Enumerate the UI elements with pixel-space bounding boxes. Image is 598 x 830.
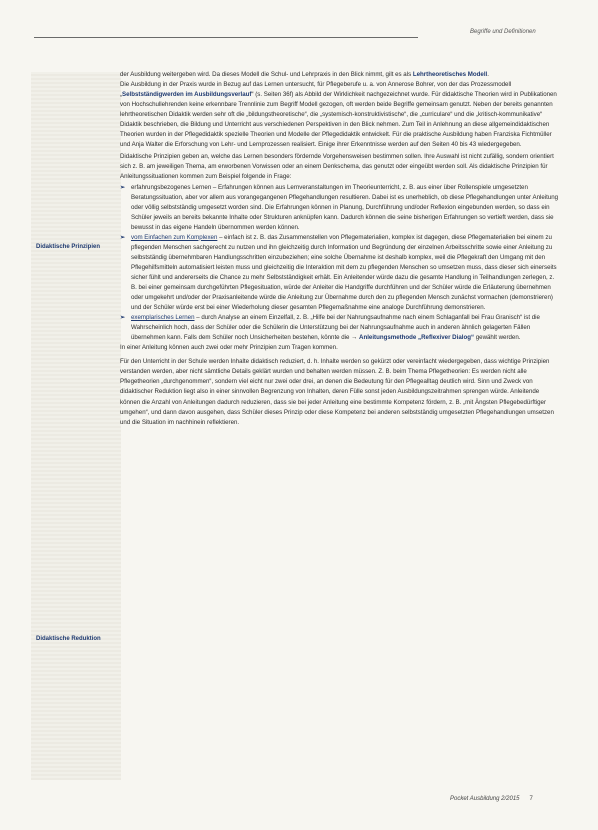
arrow-icon: ➢ [120,314,126,322]
prinzipien-list [120,183,560,344]
prinzipien-closing: In einer Anleitung können auch zwei oder mehr Prinzipien zum Tragen kommen. [120,344,338,352]
list-item: ➢ vom Einfachen zum Komplexen – einfach ist z. B. das Zusammenstellen von Pflegematerialien, komplex ist dagegen, diese Pflegematerialien bei einem zu pflegenden Menschen sachgerecht zu nutzen und ihn gleichzeitig durch Information und Begründung der einzelnen Arbeitsschritte sowie einer Anleitung zu selbstständig übernehmbaren Handlungsschritten einzubeziehen; eine solche Übernahme ist deshalb komplex, weil die Pflegekraft den Umgang mit den Pflegehilfsmitteln automatisiert leisten muss und gleichzeitig die Interaktion mit dem zu pflegenden Menschen so umsetzen muss, dass dieser sich einerseits sicher fühlt und andererseits die Chance zu mehr Selbstständigkeit erhält. Ein Anleitender würde dazu die gesamte Handlung in Teilhandlungen zerlegen, z. B. bei einer gemeinsam durchgeführten Pflegesituation, würde der Anleiter die Handgriffe durchführen und der Schüler würde die Erläuterung übernehmen oder umgekehrt und/oder der Praxisanleitende würde die Anleitung zur Übernahme durch den zu pflegenden Mensch zunächst vormachen (demonstrieren) und der Schüler würde erst bei einer Wiederholung dieser gesamten Pflegemaßnahme eine analoge Durchführung demonstrieren. [120,233,557,312]
list-item: ➢ erfahrungsbezogenes Lernen – Erfahrungen können aus Lernveranstaltungen im Theorieunterricht, z. B. aus einer über Rollenspiele umgesetzten Beratungssituation, aber vor allem aus vorangegangenen Pflegehandlungen resultieren. Dabei ist es unerheblich, ob diese Pflegehandlungen unter Anleitung oder völlig selbstständig umgesetzt worden sind. Die Erfahrungen können in Planung, Durchführung und/oder Reflexion eingebunden werden, so dass ein Schüler jeweils an bereits bekannte Inhalte oder Strukturen anknüpfen kann. Dadurch können die seine bisherigen Erfahrungen so vertieft werden, dass sie bewusst in das eigene Handeln übernommen werden können. [120,183,559,231]
term-reflexiver-dialog: Anleitungsmethode „Reflexiver Dialog“ [359,334,475,342]
side-label-didaktische-reduktion: Didaktische Reduktion [36,636,101,642]
intro-paragraph-1: der Ausbildung weitergeben wird. Da dieses Modell die Schul- und Lehrpraxis in den Blick nimmt, gilt es als Lehrtheoretisches Modell. [120,71,489,78]
page-number: 7 [529,796,533,802]
term-lehrtheoretisches-modell: Lehrtheoretisches Modell [412,71,488,78]
list-item: ➢ exemplarisches Lernen – durch Analyse an einem Einzelfall, z. B. „Hilfe bei der Nahrungsaufnahme nach einem Schlaganfall bei Frau Granisch“ ist die Wahrscheinlich hoch, dass der Schüler oder die Schülerin die Unterstützung bei der Nahrungsaufnahme auch in anderen ähnlich gelagerten Fällen übernehmen kann. Falls dem Schüler noch Unsicherheiten bestehen, könnte die → Anleitungsmethode „Reflexiver Dialog“ gewählt werden. [120,314,540,342]
term-selbststaendigwerden: Selbstständigwerden im Ausbildungsverlauf [122,91,252,99]
prinzipien-intro: Didaktische Prinzipien geben an, welche das Lernen besonders fördernde Vorgehensweisen bestimmen sollen. Ihre Auswahl ist nicht zufällig, sondern orientiert sich z. B. am jeweiligen Thema, am erworbenen Vorwissen oder an einem Denkschema, das genutzt oder eingeübt werden soll. Als didaktische Prinzipien für Anleitungssituationen kommen zum Beispiel folgende in Frage: [120,153,554,181]
arrow-icon: ➢ [120,183,126,191]
main-text [120,70,560,428]
link-vom-einfachen-zum-komplexen[interactable]: vom Einfachen zum Komplexen [131,233,218,241]
journal-title: Pocket Ausbildung 2/2015 [450,796,520,802]
side-label-didaktische-prinzipien: Didaktische Prinzipien [36,244,101,250]
link-exemplarisches-lernen[interactable]: exemplarisches Lernen [131,314,195,322]
header-rule [34,37,418,38]
reduktion-paragraph: Für den Unterricht in der Schule werden Inhalte didaktisch reduziert, d. h. Inhalte werden so gekürzt oder vereinfacht wiedergegeben, dass wichtige Prinzipien verstanden werden, aber nicht sämtliche Details geklärt wurden und behalten werden müssen. Z. B. beim Thema Pflegetheorien: Es werden nicht alle Pflegetheorien „durchgenommen“, sondern viel eicht nur zwei oder drei, an denen die Bedeutung für den Pflegealltag deutlich wird. Sinn und Zweck von didaktischer Reduktion liegt also in einer sinnvollen Begrenzung von Inhalten, deren Fülle sonst jeden Ausbildungszeitrahmen sprengen würde. Anleitende können die Anzahl von Anleitungen dadurch reduzieren, dass sie bei jeder Anleitung eine bestimmte Kompetenz fördern, z. B. „mit Ängsten Pflegebedürftiger umgehen“, und dann davon ausgehen, dass Schüler dieses Prinzip oder diese Kompetenz bei anderen selbstständig umgesetzten Pflegehandlungen umsetzen und die Situation im nachhinein reflektieren. [120,358,554,426]
running-header: Begriffe und Definitionen [470,29,536,35]
intro-paragraph-2: Die Ausbildung in der Praxis wurde in Bezug auf das Lernen untersucht, für Pflegeberufe u. a. von Annerose Bohrer, von der das Prozessmodell „Selbstständigwerden im Ausbildungsverlauf“ (s. Seiten 36f) als Abbild der Wirklichkeit nachgezeichnet wurde. Für didaktische Theorien wird in Publikationen von Hochschullehrenden keine erkennbare Trennlinie zum Begriff Modell gezogen, oft werden beide Begriffe gemeinsam genutzt. Neben der bereits genannten lehrtheoretischen Didaktik werden sehr oft die „bildungstheoretische“, die „systemisch-konstruktivistische“, die „curriculare“ und die „kritisch-kommunikative“ Didaktik beschrieben, die Bildung und Unterricht aus verschiedenen Perspektiven in den Blick nehmen. Zum Teil in Anlehnung an diese allgemeindidaktischen Theorien wurden in der Pflegedidaktik spezielle Theorien und Modelle der Pflegedidaktik entwickelt. Für die praktische Ausbildung haben Franziska Fichtmüller und Anja Walter die Erforschung von Lehr- und Lernprozessen realisiert. Einige ihrer Erkenntnisse werden auf den Seiten 40 bis 43 wiedergegeben. [120,81,557,149]
page-footer [450,796,533,802]
margin-column [31,72,121,780]
arrow-icon: ➢ [120,233,126,241]
